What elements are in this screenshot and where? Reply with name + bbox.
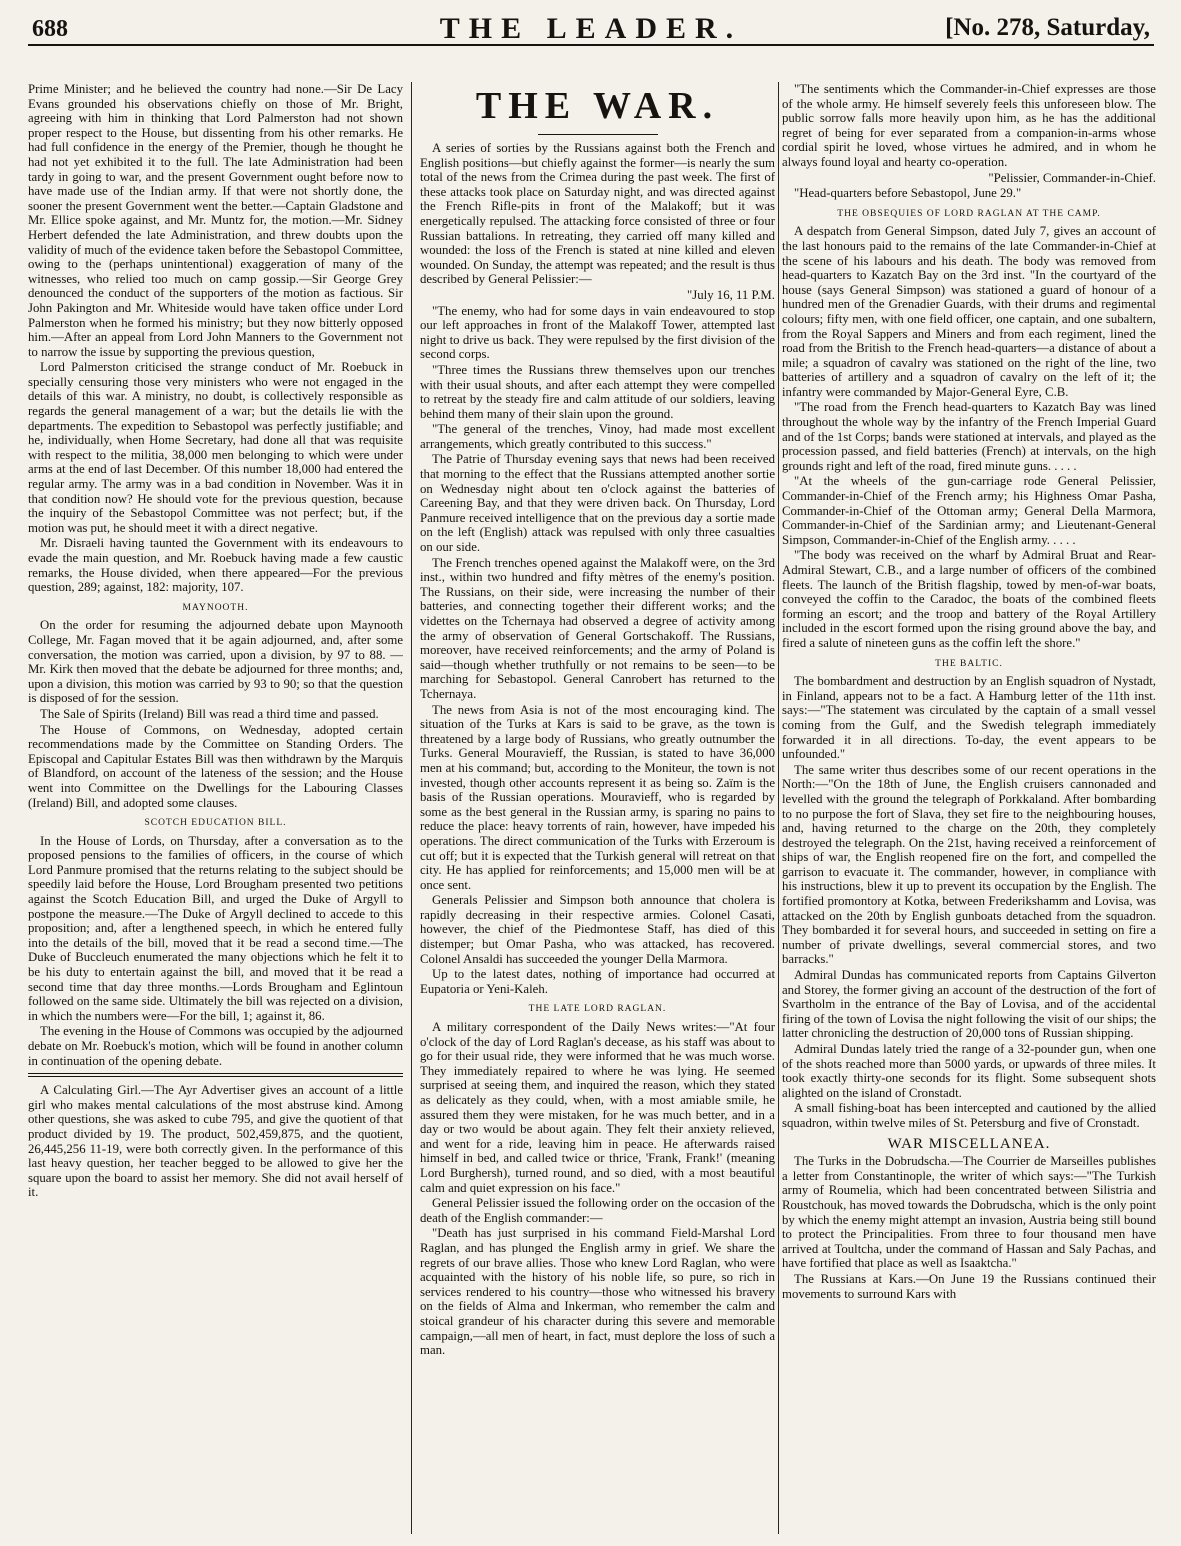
section-heading-war-miscellanea: WAR MISCELLANEA. (887, 1135, 1051, 1152)
paragraph: The bombardment and destruction by an English squadron of Nystadt, in Finland, appears not to be a fact. A Hamburg letter of the 11th inst. says:—"The statement was circulated by the captain of a small vessel coming from the Gulf, and the Swedish telegraph immediately forwarded it in all directions. To-day, the event appears to be unfounded." (782, 674, 1156, 762)
section-title-the-war: THE WAR. (475, 90, 720, 127)
paragraph: "The sentiments which the Commander-in-Chief expresses are those of the whole army. He himself severely feels this unforeseen blow. The public sorrow falls more heavily upon him, as he has the additional regret of being for ever separated from a companion-in-arms whose cordial spirit he loved, whose virtues he admired, and in whom he always found loyal and hearty co-operation. (782, 82, 1156, 169)
paragraph: On the order for resuming the adjourned debate upon Maynooth College, Mr. Fagan moved that it be again adjourned, and, after some conversation, the motion was carried, upon a division, by 97 to 88. —Mr. Kirk then moved that the debate be adjourned for three months; and, upon a division, this motion was carried by 93 to 90; so that the question is disposed of for the session. (28, 618, 403, 706)
section-heading-obsequies: THE OBSEQUIES OF LORD RAGLAN AT THE CAMP. (837, 208, 1101, 219)
paragraph: The same writer thus describes some of our recent operations in the North:—"On the 18th of June, the English cruisers cannonaded and levelled with the ground the telegraph of Porkkaland. After bombarding to no purpose the fort of Slava, they set fire to the neighbouring houses, and, having returned to the charge on the 20th, they completely destroyed the telegraph. On the 21st, having received a reinforcement of ships of war, the English reopened fire on the fort, and compelled the garrison to evacuate it. The commander, however, in compliance with his instructions, blew it up to prevent its occupation by the English. The fortified promontory at Kotka, between Frederikshamm and Lovisa, was attacked on the 20th by English gunboats detached from the squadron. They bombarded it for several hours, and succeeded in setting on fire a number of private dwellings, several commercial stores, and two barracks." (782, 762, 1156, 967)
column-middle (420, 90, 775, 1542)
page-number: 688 (32, 16, 68, 42)
section-heading-baltic: THE BALTIC. (935, 658, 1003, 669)
section-heading-raglan: THE LATE LORD RAGLAN. (528, 1004, 667, 1015)
paragraph: Prime Minister; and he believed the country had none.—Sir De Lacy Evans grounded his observations chiefly on those of Mr. Bright, agreeing with him in thinking that Lord Palmerston had not shown proper respect to the House, but dissenting from his other remarks. He had full confidence in the energy of the Premier, though he thought he had not yet exhibited it to the full. The late Administration had been tardy in going to war, and the present Government ought before now to have made use of the Indian army. If that were not shortly done, the sooner the present Government went the better.—Captain Gladstone and Mr. Ellice spoke against, and Mr. Muntz for, the motion.—Mr. Sidney Herbert defended the late Administration, and threw doubts upon the validity of much of the evidence taken before the Sebastopol Committee, owing to the (perhaps unintentional) exaggeration of many of the witnesses, who relied too much on camp gossip.—Sir George Grey denounced the conduct of the supporters of the motion as factious. Sir John Pakington and Mr. Whiteside would have taken office under Lord Palmerston when he formed his ministry; but they now bitterly opposed him.—After an appeal from Lord John Manners to the Government not to narrow the issue by supporting the previous question, (28, 82, 403, 359)
paragraph: The Sale of Spirits (Ireland) Bill was read a third time and passed. (40, 706, 379, 721)
paragraph: The news from Asia is not of the most encouraging kind. The situation of the Turks at Kars is said to be grave, as the town is threatened by a large body of Russians, who greatly outnumber the Turks. General Mouravieff, the Russian, is stated to have 36,000 men at his command; but, according to the Moniteur, the town is not invested, though other accounts represent it as being so. Zaïm is the basis of the Russian operations. Mouravieff, who is regarded by some as the best general in the Russian army, is sparing no pains to reduce the place: heavy torrents of rain, however, have impeded his operations. The direct communication of the Turks with Erzeroum is cut off; but it is expected that the Turkish general will retreat on that city. He has applied for reinforcements; and 15,000 men will be at once sent. (420, 702, 775, 892)
paragraph: "At the wheels of the gun-carriage rode General Pelissier, Commander-in-Chief of the French army; his Highness Omar Pasha, Commander-in-Chief of the Ottoman army; General Della Marmora, Commander-in-Chief of the Sardinian army; and Lieutenant-General Simpson, Commander-in-Chief of the English army. . . . . (782, 474, 1156, 547)
column-right (782, 82, 1156, 1534)
paragraph: Generals Pelissier and Simpson both announce that cholera is rapidly decreasing in their respective armies. Colonel Casati, however, the chief of the Piedmontese Staff, has died of this distemper; but Omar Pasha, who was attacked, has recovered. Colonel Ansaldi has succeeded the younger Della Marmora. (420, 893, 775, 966)
newspaper-title: THE LEADER. (439, 12, 743, 45)
paragraph: The evening in the House of Commons was occupied by the adjourned debate on Mr. Roebuck's motion, which will be found in another column in continuation of the opening debate. (28, 1024, 403, 1068)
paragraph: "The road from the French head-quarters to Kazatch Bay was lined throughout the whole way by the infantry of the French Imperial Guard and of the 1st Corps; bands were stationed at intervals, and played as the procession passed, and field batteries (French) at intervals, on the high grounds right and left of the road, fired minute guns. . . . . (782, 400, 1156, 473)
paragraph: In the House of Lords, on Thursday, after a conversation as to the proposed pensions to the families of officers, in the course of which Lord Panmure promised that the returns relating to the subject should be speedily laid before the House, Lord Brougham presented two petitions against the Scotch Education Bill, and urged the Duke of Argyll to postpone the measure.—The Duke of Argyll declined to accede to this proposition; and, after a lengthened speech, in which he entered fully into the details of the bill, moved that it be read a second time.—The Duke of Buccleuch enumerated the many objections which he felt it to be his duty to entertain against the bill, and moved that it be read a second time that day three months.—Lords Brougham and Eglintoun followed on the same side. Ultimately the bill was rejected on a division, in which the numbers were—For the bill, 1; against it, 86. (28, 833, 403, 1023)
paragraph: The French trenches opened against the Malakoff were, on the 3rd inst., within two hundred and fifty mètres of the enemy's position. The Russians, on their side, were increasing the number of their batteries, and connecting together their different works; and the videttes on the Tchernaya had observed a degree of activity among the army of observation of General Gortschakoff. The Russians, moreover, have received reinforcements; and the army of Poland is said—though whether truthfully or not remains to be seen—to be marching for Sebastopol. General Canrobert has returned to the Tchernaya. (420, 555, 775, 701)
paragraph: Admiral Dundas lately tried the range of a 32-pounder gun, when one of the shots reached more than 5000 yards, or upwards of three miles. It took exactly thirty-one seconds for its flight. Some subsequent shots alighted on the island of Cronstadt. (782, 1042, 1156, 1100)
section-heading-scotch-education: SCOTCH EDUCATION BILL. (144, 818, 287, 829)
paragraph: "Death has just surprised in his command Field-Marshal Lord Raglan, and has plunged the English army in grief. We share the regrets of our brave allies. Those who knew Lord Raglan, who were acquainted with the history of his noble life, so pure, so rich in services rendered to his country—those who witnessed his bravery on the fields of Alma and Inkerman, who remember the calm and stoical grandeur of his character during this severe and memorable campaign,—all men of heart, in fact, must deplore the loss of such a man. (420, 1226, 775, 1358)
paragraph: A despatch from General Simpson, dated July 7, gives an account of the last honours paid to the remains of the late Commander-in-Chief at the scene of his labours and his death. The body was removed from head-quarters to Kazatch Bay on the 3rd inst. "In the courtyard of the house (says General Simpson) was stationed a guard of honour of a hundred men of the Grenadier Guards, with their drums and regimental colours; fifty men, with one field officer, one captain, and one subaltern, from the Royal Sappers and Miners and from each regiment, lined the road from the British to the French head-quarters—a distance of about a mile; a squadron of cavalry was stationed on the right of the line, two batteries of artillery and a squadron of cavalry on the left of it; the infantry were commanded by Major-General Eyre, C.B. (782, 224, 1156, 399)
column-rule-2 (778, 82, 779, 1534)
dateline: "July 16, 11 P.M. (687, 287, 775, 302)
page-header (28, 10, 1154, 46)
signature-location: "Head-quarters before Sebastopol, June 29." (794, 186, 1022, 201)
paragraph: "The enemy, who had for some days in vain endeavoured to stop our left approaches in front of the Malakoff Tower, attempted last night to drive us back. They were repulsed by the first division of the second corps. (420, 303, 775, 362)
paragraph: The House of Commons, on Wednesday, adopted certain recommendations made by the Committee on Standing Orders. The Episcopal and Capitular Estates Bill was then withdrawn by the Marquis of Blandford, on account of the lateness of the session; and the House went into Committee on the Dwellings for the Labouring Classes (Ireland) Bill, and adopted some clauses. (28, 722, 403, 810)
section-heading-maynooth: MAYNOOTH. (182, 602, 249, 613)
paragraph: The Russians at Kars.—On June 19 the Russians continued their movements to surround Kars with (782, 1271, 1156, 1301)
signature: "Pelissier, Commander-in-Chief. (988, 170, 1156, 185)
column-rule-1 (411, 82, 412, 1534)
paragraph: "The general of the trenches, Vinoy, had made most excellent arrangements, which greatly contributed to this success." (420, 422, 775, 451)
paragraph: Lord Palmerston criticised the strange conduct of Mr. Roebuck in specially censuring those very ministers who were not engaged in the details of this war. A ministry, no doubt, is collectively responsible as regards the general management of a war; but the details lie with the departments. The expedition to Sebastopol was perfectly justifiable; and he, individually, when Home Secretary, had done all that was requisite with respect to the militia, 38,000 men belonging to which were under arms at the end of last December. Of this number 18,000 had entered the regular army. The army was in a bad condition in November. Was it in that condition now? He should vote for the previous question, because the inquiry of the Sebastopol Committee was not perfect; but, if the motion was put, he should meet it with a direct negative. (28, 360, 403, 535)
paragraph: The Patrie of Thursday evening says that news had been received that morning to the effect that the Russians attempted another sortie on Wednesday night about ten o'clock against the batteries of Careening Bay, and that they were driven back. On Thursday, Lord Panmure received intelligence that on the previous day a sortie made on the left (English) attack was repulsed with only three casualties on our side. (420, 452, 775, 555)
paragraph: "Three times the Russians threw themselves upon our trenches with their usual shouts, and after each attempt they were compelled to retreat by the steady fire and calm attitude of our soldiers, leaving behind them many of their slain upon the ground. (420, 362, 775, 421)
paragraph-calculating-girl: A Calculating Girl.—The Ayr Advertiser gives an account of a little girl who makes mental calculations of the most abstruse kind. Among other questions, she was asked to cube 795, and give the quotient of that product divided by 19. The product, 502,459,875, and the quotient, 26,445,256 11-19, were both correctly given. In the performance of this last heavy question, her teacher begged to be allowed to give her the square upon the board to assist her memory. She did not avail herself of it. (28, 1083, 403, 1200)
paragraph: Admiral Dundas has communicated reports from Captains Gilverton and Storey, the former giving an account of the destruction of the fort of Svartholm in the entrance of the Bay of Lovisa, and of the accidental firing of the town of Lovisa the night following the visit of our ships; the latter chronicling the destruction of 20,000 tons of Russian shipping. (782, 968, 1156, 1041)
paragraph: General Pelissier issued the following order on the occasion of the death of the English commander:— (420, 1196, 775, 1225)
paragraph: "The body was received on the wharf by Admiral Bruat and Rear-Admiral Stewart, C.B., and a large number of officers of the combined fleets. The launch of the British flagship, towed by men-of-war boats, conveyed the coffin to the Caradoc, the boats of the combined fleets forming an escort; and the troop and battery of the Royal Artillery included in the escort formed upon the rising ground above the bay, and fired a salute of nineteen guns as the coffin left the shore." (782, 548, 1156, 650)
paragraph: Up to the latest dates, nothing of importance had occurred at Eupatoria or Yeni-Kaleh. (420, 967, 775, 996)
paragraph: Mr. Disraeli having taunted the Government with its endeavours to evade the main question, and Mr. Roebuck having made a few caustic remarks, the House divided, when there appeared—For the previous question, 289; against, 182: majority, 107. (28, 536, 403, 595)
paragraph: A small fishing-boat has been intercepted and cautioned by the allied squadron, within twelve miles of St. Petersburg and five of Cronstadt. (782, 1101, 1156, 1130)
paragraph: A military correspondent of the Daily News writes:—"At four o'clock of the day of Lord Raglan's decease, as his staff was about to go for their usual ride, they were informed that he was much worse. They immediately repaired to where he was lying. He seemed surprised at seeing them, and inquired the reason, which they stated as delicately as they could, when, with a most amiable smile, he assured them they were mistaken, for he was much better, and in a day or two would be about again. They felt their anxiety relieved, and went for a ride, leaving him in peace. He afterwards raised himself in bed, and called twice or thrice, 'Frank, Frank!' (meaning Lord Burghersh), turned round, and so died, with a most beautiful calm and quiet expression on his face." (420, 1020, 775, 1195)
paragraph: The Turks in the Dobrudscha.—The Courrier de Marseilles publishes a letter from Constantinople, the writer of which says:—"The Turkish army of Roumelia, which had been concentrated between Silistria and Roustchouk, has moved towards the Dobrudscha, which is the only point by which the enemy might attempt an invasion, Austria being still bound to protect the Principalities. From three to four thousand men have arrived at Toultcha, under the command of Hassan and Saly Pachas, and have fortified that place as well as Isaaktcha." (782, 1154, 1156, 1271)
issue-info: [No. 278, Saturday, (945, 14, 1150, 41)
title-rule (538, 134, 658, 135)
paragraph: A series of sorties by the Russians against both the French and English positions—but chiefly against the former—is nearly the sum total of the news from the Crimea during the past week. The first of these attacks took place on Saturday night, and was directed against the French Rifle-pits in front of the Malakoff; but it was energetically repulsed. The attacking force consisted of three or four Russian battalions. In retreating, they carried off many killed and wounded: the loss of the French is stated at nine killed and eleven wounded. On Sunday, the attempt was repeated; and the result is thus described by General Pelissier:— (420, 141, 775, 287)
column-left (28, 82, 403, 1534)
article-separator (28, 1073, 403, 1077)
